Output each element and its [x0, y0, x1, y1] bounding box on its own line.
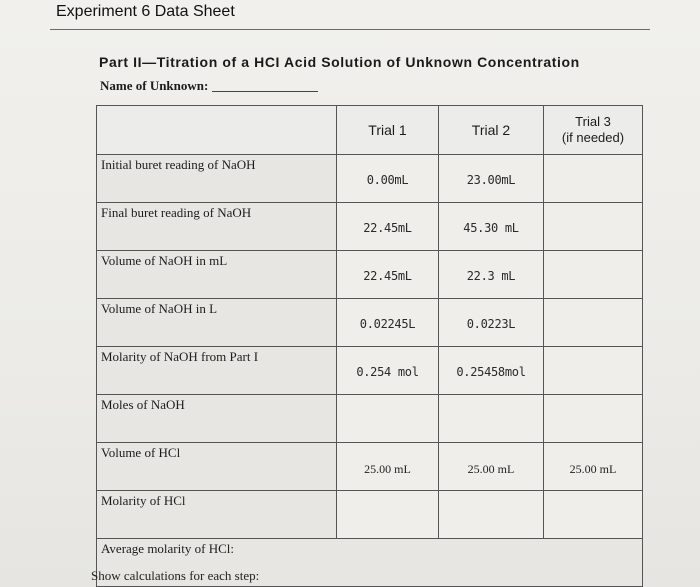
- unknown-name-field[interactable]: [100, 78, 318, 94]
- row-label-initial-buret: Initial buret reading of NaOH: [97, 155, 337, 203]
- cell-trial-3[interactable]: [544, 203, 643, 251]
- cell-trial-2[interactable]: [439, 155, 544, 203]
- cell-trial-3[interactable]: [544, 347, 643, 395]
- cell-trial-3[interactable]: [544, 443, 643, 491]
- cell-trial-1[interactable]: [337, 347, 439, 395]
- row-label-molarity-naoh: Molarity of NaOH from Part I: [97, 347, 337, 395]
- title-divider: [50, 29, 650, 30]
- trial-3-title: Trial 3: [575, 114, 611, 129]
- titration-data-table: [96, 105, 643, 587]
- table-row: [97, 251, 643, 299]
- cell-trial-1[interactable]: [337, 299, 439, 347]
- handwritten-value: 22.3 mL: [466, 269, 516, 283]
- table-row: [97, 347, 643, 395]
- table-row: [97, 491, 643, 539]
- row-label-final-buret: Final buret reading of NaOH: [97, 203, 337, 251]
- row-label-moles-naoh: Moles of NaOH: [97, 395, 337, 443]
- cell-trial-3[interactable]: [544, 395, 643, 443]
- cell-trial-3[interactable]: [544, 491, 643, 539]
- table-row: [97, 443, 643, 491]
- cell-trial-2[interactable]: [439, 395, 544, 443]
- trial-3-note: (if needed): [561, 130, 625, 145]
- cell-trial-2[interactable]: [439, 203, 544, 251]
- part-title: Part II—Titration of a HCI Acid Solution of Unknown Concentration: [99, 54, 580, 70]
- cell-trial-1[interactable]: [337, 491, 439, 539]
- cell-trial-1[interactable]: [337, 395, 439, 443]
- handwritten-value: 0.02245L: [359, 317, 416, 331]
- cell-trial-2[interactable]: [439, 299, 544, 347]
- table-row: [97, 395, 643, 443]
- handwritten-value: 0.25458mol: [456, 365, 526, 379]
- printed-value: 25.00 mL: [364, 462, 411, 476]
- cell-trial-1[interactable]: [337, 251, 439, 299]
- handwritten-value: 45.30 mL: [463, 221, 519, 235]
- table-row: [97, 299, 643, 347]
- table-row: [97, 155, 643, 203]
- cell-trial-2[interactable]: [439, 443, 544, 491]
- unknown-blank-line[interactable]: [212, 91, 318, 92]
- handwritten-value: 22.45mL: [363, 221, 412, 235]
- header-trial-1: Trial 1: [337, 106, 439, 155]
- printed-value: 25.00 mL: [467, 462, 515, 476]
- handwritten-value: 0.254 mol: [356, 365, 419, 379]
- unknown-label: Name of Unknown:: [100, 78, 209, 93]
- cell-trial-3[interactable]: [544, 251, 643, 299]
- cell-trial-2[interactable]: [439, 347, 544, 395]
- row-label-volume-l: Volume of NaOH in L: [97, 299, 337, 347]
- average-molarity-label: Average molarity of HCl:: [101, 541, 234, 556]
- cell-trial-1[interactable]: [337, 443, 439, 491]
- header-corner-cell: [97, 106, 337, 155]
- row-label-volume-ml: Volume of NaOH in mL: [97, 251, 337, 299]
- cell-trial-3[interactable]: [544, 155, 643, 203]
- table-row: [97, 203, 643, 251]
- handwritten-value: 22.45mL: [363, 269, 412, 283]
- header-trial-3: [544, 106, 643, 155]
- cell-trial-1[interactable]: [337, 203, 439, 251]
- handwritten-value: 0.00mL: [366, 173, 409, 187]
- header-trial-2: Trial 2: [439, 106, 544, 155]
- sheet-title: Experiment 6 Data Sheet: [56, 3, 235, 20]
- cell-trial-2[interactable]: [439, 491, 544, 539]
- handwritten-value: 23.00mL: [466, 173, 516, 187]
- calculations-prompt: Show calculations for each step:: [91, 568, 260, 583]
- cell-trial-3[interactable]: [544, 299, 643, 347]
- table-header-row: [97, 106, 643, 155]
- cell-trial-1[interactable]: [337, 155, 439, 203]
- cell-trial-2[interactable]: [439, 251, 544, 299]
- row-label-volume-hcl: Volume of HCl: [97, 443, 337, 491]
- row-label-molarity-hcl: Molarity of HCl: [97, 491, 337, 539]
- handwritten-value: 0.0223L: [466, 317, 516, 331]
- printed-value: 25.00 mL: [569, 462, 617, 476]
